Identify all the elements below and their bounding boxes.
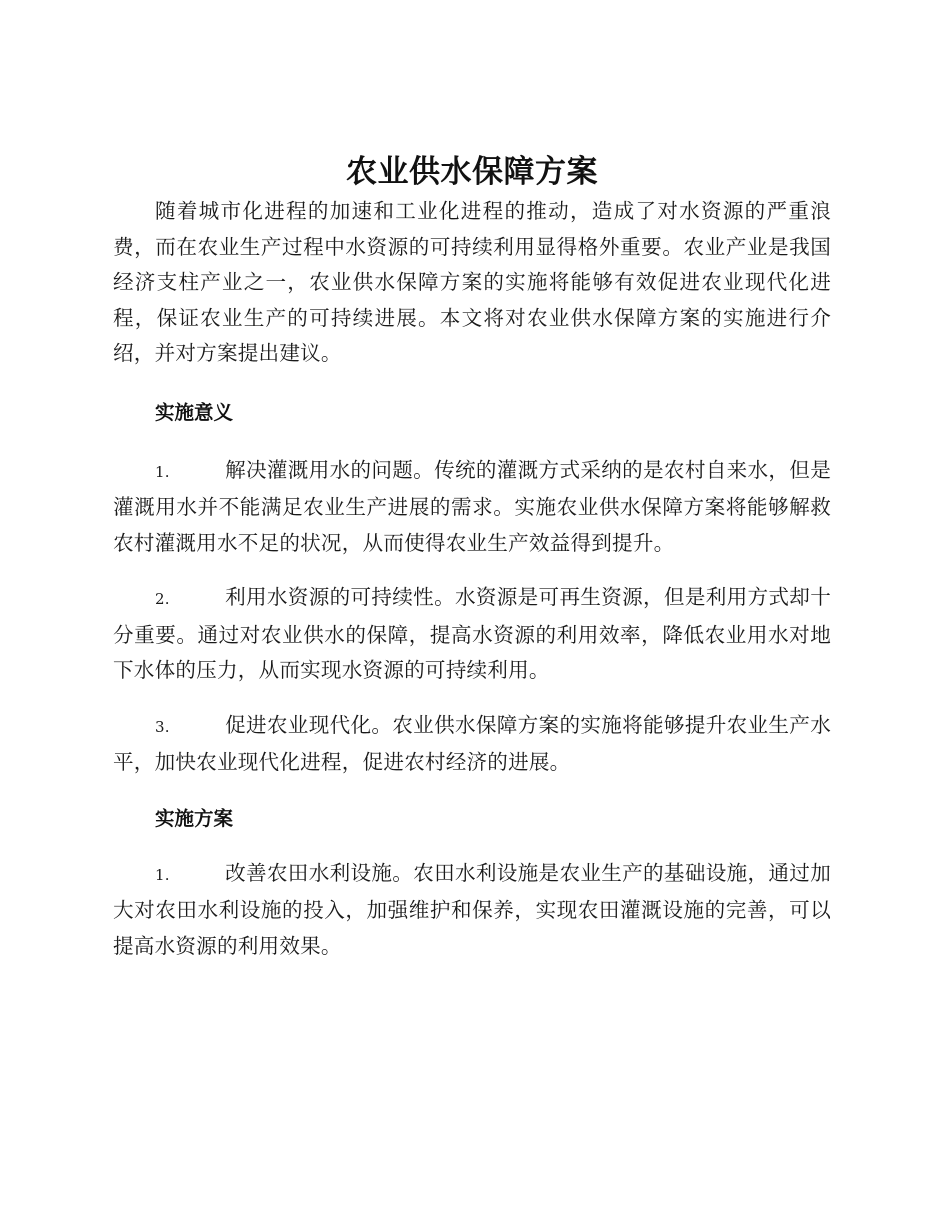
list-item-number: 2. — [155, 590, 170, 608]
list-item-text: 促进农业现代化。农业供水保障方案的实施将能够提升农业生产水平，加快农业现代化进程，促进农村经济的进展。 — [113, 712, 831, 774]
list-item — [113, 708, 831, 781]
section-heading-plan: 实施方案 — [155, 806, 234, 830]
document-page — [113, 150, 831, 964]
document-title: 农业供水保障方案 — [346, 154, 598, 190]
list-item-text: 解决灌溉用水的问题。传统的灌溉方式采纳的是农村自来水，但是灌溉用水并不能满足农业生产进展的需求。实施农业供水保障方案将能够解救农村灌溉用水不足的状况，从而使得农业生产效益得到提升。 — [113, 457, 831, 555]
list-item — [113, 856, 831, 965]
list-item — [113, 580, 831, 689]
list-item — [113, 453, 831, 562]
list-item-text: 改善农田水利设施。农田水利设施是农业生产的基础设施，通过加大对农田水利设施的投入，加强维护和保养，实现农田灌溉设施的完善，可以提高水资源的利用效果。 — [113, 860, 831, 958]
list-item-text: 利用水资源的可持续性。水资源是可再生资源，但是利用方式却十分重要。通过对农业供水的保障，提高水资源的利用效率，降低农业用水对地下水体的压力，从而实现水资源的可持续利用。 — [113, 585, 831, 682]
list-item-number: 1. — [155, 865, 170, 884]
list-item-number: 1. — [155, 462, 170, 481]
section-heading-significance: 实施意义 — [155, 400, 234, 424]
intro-paragraph: 随着城市化进程的加速和工业化进程的推动，造成了对水资源的严重浪费，而在农业生产过程中水资源的可持续利用显得格外重要。农业产业是我国经济支柱产业之一，农业供水保障方案的实施将能够有效促进农业现代化进程，保证农业生产的可持续进展。本文将对农业供水保障方案的实施进行介绍，并对方案提出建议。 — [113, 199, 831, 365]
list-item-number: 3. — [155, 717, 170, 736]
